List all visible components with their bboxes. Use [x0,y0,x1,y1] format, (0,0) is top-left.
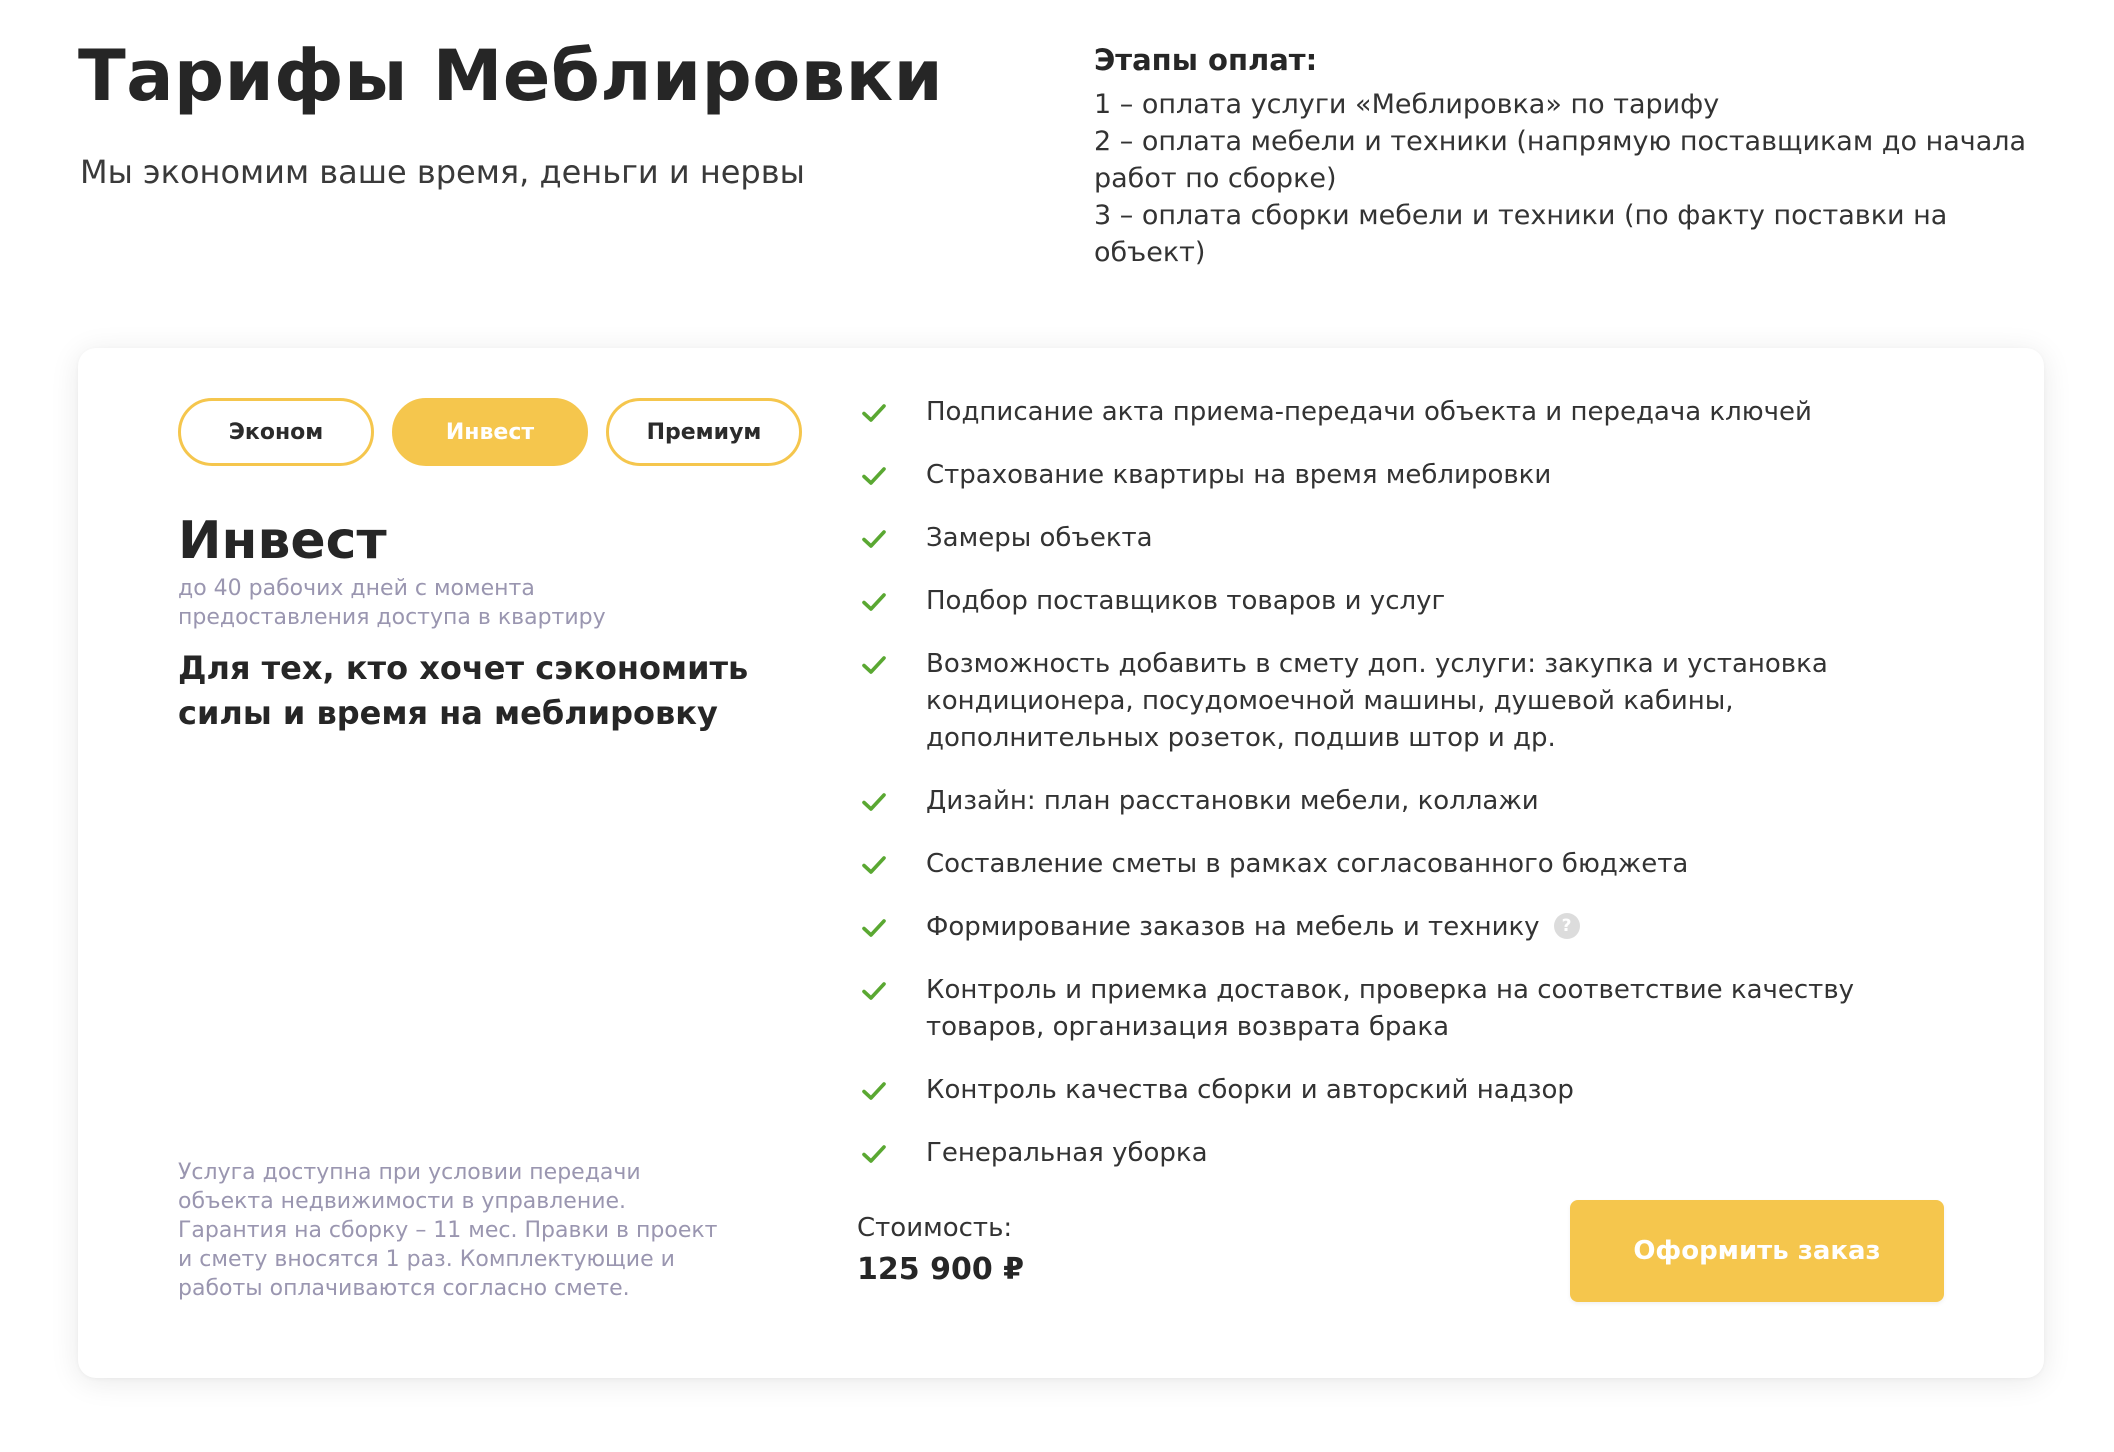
feature-item [860,583,1880,620]
check-icon [860,525,888,553]
order-button[interactable]: Оформить заказ [1570,1200,1944,1302]
feature-text: Генеральная уборка [926,1138,1208,1168]
feature-item [860,909,1880,946]
check-icon [860,851,888,879]
feature-text: Подбор поставщиков товаров и услуг [926,586,1446,616]
feature-text: Контроль и приемка доставок, проверка на соответствие качеству товаров, организация возврата брака [926,975,1855,1042]
page-title: Тарифы Меблировки [78,35,944,117]
tab-invest[interactable]: Инвест [392,398,588,466]
check-icon [860,651,888,679]
tariff-lead: Для тех, кто хочет сэкономить силы и время на меблировку [178,649,749,732]
feature-text: Замеры объекта [926,523,1153,553]
payment-stages-title: Этапы оплат: [1094,43,1318,77]
payment-stages [1094,40,2054,271]
check-icon [860,1140,888,1168]
feature-item [860,1135,1880,1172]
feature-item [860,394,1880,431]
feature-item [860,646,1880,757]
feature-text: Контроль качества сборки и авторский надзор [926,1075,1574,1105]
feature-item [860,457,1880,494]
tab-premium[interactable]: Премиум [606,398,802,466]
feature-text: Подписание акта приема-передачи объекта и передача ключей [926,397,1812,427]
check-icon [860,588,888,616]
check-icon [860,914,888,942]
features-list [860,394,1880,1198]
tariff-tabs [178,398,802,466]
feature-item [860,846,1880,883]
check-icon [860,788,888,816]
feature-item [860,1072,1880,1109]
feature-item [860,520,1880,557]
tariff-term: до 40 рабочих дней с момента предоставления доступа в квартиру [178,576,606,630]
payment-stages-list [1094,86,2054,271]
check-icon [860,1077,888,1105]
tariff-name: Инвест [178,511,387,571]
payment-stage-item: 2 – оплата мебели и техники (напрямую поставщикам до начала работ по сборке) [1094,126,2027,194]
feature-text: Составление сметы в рамках согласованного бюджета [926,849,1689,879]
tab-econom[interactable]: Эконом [178,398,374,466]
page-subtitle: Мы экономим ваше время, деньги и нервы [80,153,805,191]
feature-text: Страхование квартиры на время меблировки [926,460,1552,490]
feature-item [860,783,1880,820]
check-icon [860,399,888,427]
payment-stage-item: 1 – оплата услуги «Меблировка» по тарифу [1094,89,1720,120]
check-icon [860,462,888,490]
help-icon[interactable]: ? [1554,913,1580,939]
payment-stage-item: 3 – оплата сборки мебели и техники (по факту поставки на объект) [1094,200,1948,268]
cost-block [857,1210,1024,1290]
tariff-note: Услуга доступна при условии передачи объекта недвижимости в управление. Гарантия на сборку – 11 мес. Правки в проект и смету вносятся 1 раз. Комплектующие и работы оплачиваются согласно смете. [178,1160,718,1301]
tariff-card [78,348,2044,1378]
check-icon [860,977,888,1005]
feature-text: Формирование заказов на мебель и технику [926,912,1540,942]
feature-text: Возможность добавить в смету доп. услуги: закупка и установка кондиционера, посудомоечной машины, душевой кабины, дополнительных розеток, подшив штор и др. [926,649,1828,753]
feature-text: Дизайн: план расстановки мебели, коллажи [926,786,1539,816]
cost-value: 125 900 ₽ [857,1252,1025,1287]
cost-label: Стоимость: [857,1213,1013,1243]
feature-item [860,972,1880,1046]
